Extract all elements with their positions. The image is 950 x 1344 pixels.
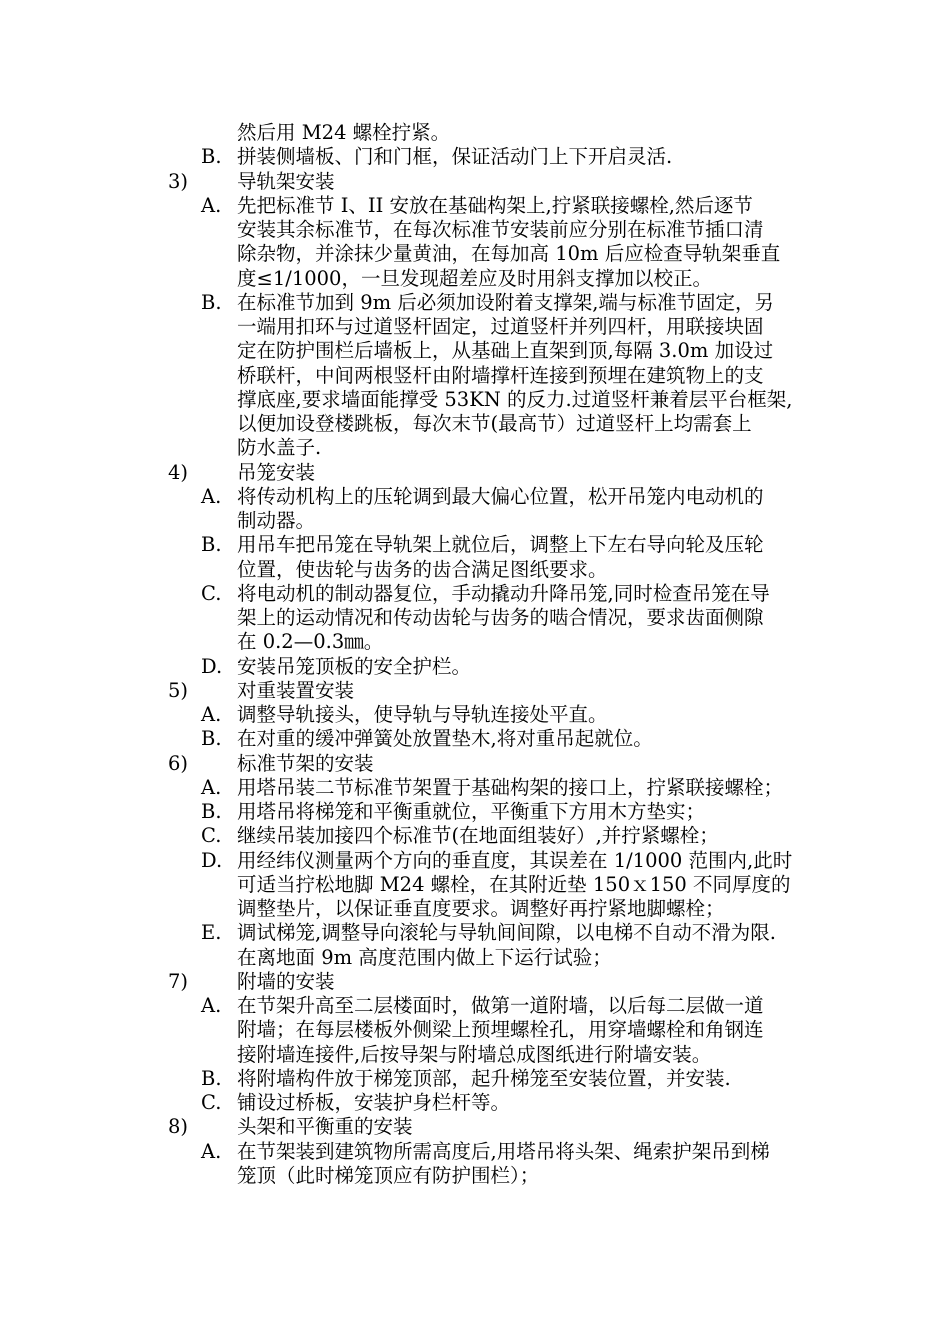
item-text: 然后用 M24 螺栓拧紧。 bbox=[237, 121, 451, 144]
item-text: 在离地面 9m 高度范围内做上下运行试验； bbox=[237, 945, 612, 969]
item-marker: C. bbox=[201, 1091, 222, 1114]
item-text: 调试梯笼,调整导向滚轮与导轨间间隙，以电梯不自动不滑为限. bbox=[237, 921, 776, 945]
section-number: 8) bbox=[168, 1115, 189, 1139]
item-marker: D. bbox=[201, 848, 223, 872]
item-text: 在节架装到建筑物所需高度后,用塔吊将头架、绳索护架吊到梯 bbox=[237, 1139, 770, 1163]
item-marker: D. bbox=[201, 654, 223, 678]
item-marker: A. bbox=[201, 193, 222, 217]
item-text: 除杂物，并涂抹少量黄油，在每加高 10m 后应检查导轨架垂直 bbox=[237, 242, 781, 266]
section-title: 对重装置安装 bbox=[237, 678, 355, 702]
item-text: 制动器。 bbox=[237, 509, 316, 532]
item-text: 防水盖子. bbox=[237, 436, 322, 460]
item-text: 接附墙连接件,后按导架与附墙总成图纸进行附墙安装。 bbox=[237, 1042, 712, 1066]
item-text: 铺设过桥板，安装护身栏杆等。 bbox=[237, 1091, 511, 1114]
item-text: 用经纬仪测量两个方向的垂直度，其误差在 1/1000 范围内,此时 bbox=[237, 848, 793, 872]
item-text: 笼顶（此时梯笼顶应有防护围栏）； bbox=[237, 1163, 540, 1187]
item-marker: A. bbox=[201, 703, 222, 726]
section-title: 导轨架安装 bbox=[237, 169, 335, 193]
item-marker: E. bbox=[201, 921, 222, 945]
section-number: 4) bbox=[168, 460, 189, 484]
item-text: 用吊车把吊笼在导轨架上就位后，调整上下左右导向轮及压轮 bbox=[237, 533, 764, 557]
item-text: 将附墙构件放于梯笼顶部，起升梯笼至安装位置，并安装. bbox=[237, 1066, 731, 1090]
item-text: 位置，使齿轮与齿务的齿合满足图纸要求。 bbox=[237, 557, 608, 581]
item-marker: B. bbox=[201, 533, 222, 557]
item-text: 可适当拧松地脚 M24 螺栓，在其附近垫 150ｘ150 不同厚度的 bbox=[237, 872, 791, 896]
item-text: 安装其余标准节，在每次标准节安装前应分别在标准节插口清 bbox=[237, 218, 764, 241]
item-text: 调整导轨接头，使导轨与导轨连接处平直。 bbox=[237, 703, 608, 726]
item-text: 将电动机的制动器复位，手动撬动升降吊笼,同时检查吊笼在导 bbox=[237, 581, 770, 605]
item-marker: A. bbox=[201, 1139, 222, 1163]
item-text: 在节架升高至二层楼面时，做第一道附墙，以后每二层做一道 bbox=[237, 994, 764, 1017]
item-text: 度≤1/1000，一旦发现超差应及时用斜支撑加以校正。 bbox=[237, 266, 712, 290]
item-text: 撑底座,要求墙面能撑受 53KN 的反力.过道竖杆兼着层平台框架, bbox=[237, 387, 793, 411]
item-text: 调整垫片，以保证垂直度要求。调整好再拧紧地脚螺栓； bbox=[237, 897, 725, 920]
item-text: 在对重的缓冲弹簧处放置垫木,将对重吊起就位。 bbox=[237, 727, 653, 751]
item-text: 架上的运动情况和传动齿轮与齿务的啮合情况，要求齿面侧隙 bbox=[237, 606, 764, 629]
section-title: 附墙的安装 bbox=[237, 969, 335, 993]
item-text: 定在防护围栏后墙板上，从基础上直架到顶,每隔 3.0m 加设过 bbox=[237, 339, 774, 363]
section-number: 3) bbox=[168, 169, 189, 193]
item-marker: A. bbox=[201, 484, 222, 508]
section-title: 吊笼安装 bbox=[237, 460, 316, 484]
section-number: 5) bbox=[168, 678, 189, 702]
item-text: 继续吊装加接四个标准节(在地面组装好）,并拧紧螺栓； bbox=[237, 824, 719, 848]
item-marker: B. bbox=[201, 727, 222, 751]
section-number: 7) bbox=[168, 969, 189, 993]
item-marker: A. bbox=[201, 994, 222, 1017]
item-text: 在 0.2—0.3㎜。 bbox=[237, 630, 384, 654]
item-text: 在标准节加到 9m 后必须加设附着支撑架,端与标准节固定，另 bbox=[237, 290, 774, 314]
item-text: 附墙；在每层楼板外侧梁上预埋螺栓孔，用穿墙螺栓和角钢连 bbox=[237, 1018, 764, 1042]
item-text: 以便加设登楼跳板，每次末节(最高节）过道竖杆上均需套上 bbox=[237, 412, 752, 435]
section-title: 标准节架的安装 bbox=[237, 751, 374, 775]
item-text: 拼装侧墙板、门和门框，保证活动门上下开启灵活. bbox=[237, 145, 673, 169]
item-text: 将传动机构上的压轮调到最大偏心位置，松开吊笼内电动机的 bbox=[237, 484, 764, 508]
item-marker: B. bbox=[201, 290, 222, 314]
item-marker: B. bbox=[201, 800, 222, 823]
item-marker: A. bbox=[201, 775, 222, 799]
item-text: 一端用扣环与过道竖杆固定，过道竖杆并列四杆，用联接块固 bbox=[237, 315, 764, 338]
item-text: 先把标准节 I、II 安放在基础构架上,拧紧联接螺栓,然后逐节 bbox=[237, 193, 753, 217]
item-text: 用塔吊装二节标准节架置于基础构架的接口上，拧紧联接螺栓； bbox=[237, 775, 784, 799]
item-text: 用塔吊将梯笼和平衡重就位，平衡重下方用木方垫实； bbox=[237, 800, 706, 823]
item-text: 桥联杆，中间两根竖杆由附墙撑杆连接到预埋在建筑物上的支 bbox=[237, 363, 764, 387]
item-marker: C. bbox=[201, 581, 222, 605]
item-marker: B. bbox=[201, 145, 222, 169]
section-number: 6) bbox=[168, 751, 189, 775]
item-text: 安装吊笼顶板的安全护栏。 bbox=[237, 654, 472, 678]
item-marker: C. bbox=[201, 824, 222, 848]
section-title: 头架和平衡重的安装 bbox=[237, 1115, 413, 1139]
item-marker: B. bbox=[201, 1066, 222, 1090]
